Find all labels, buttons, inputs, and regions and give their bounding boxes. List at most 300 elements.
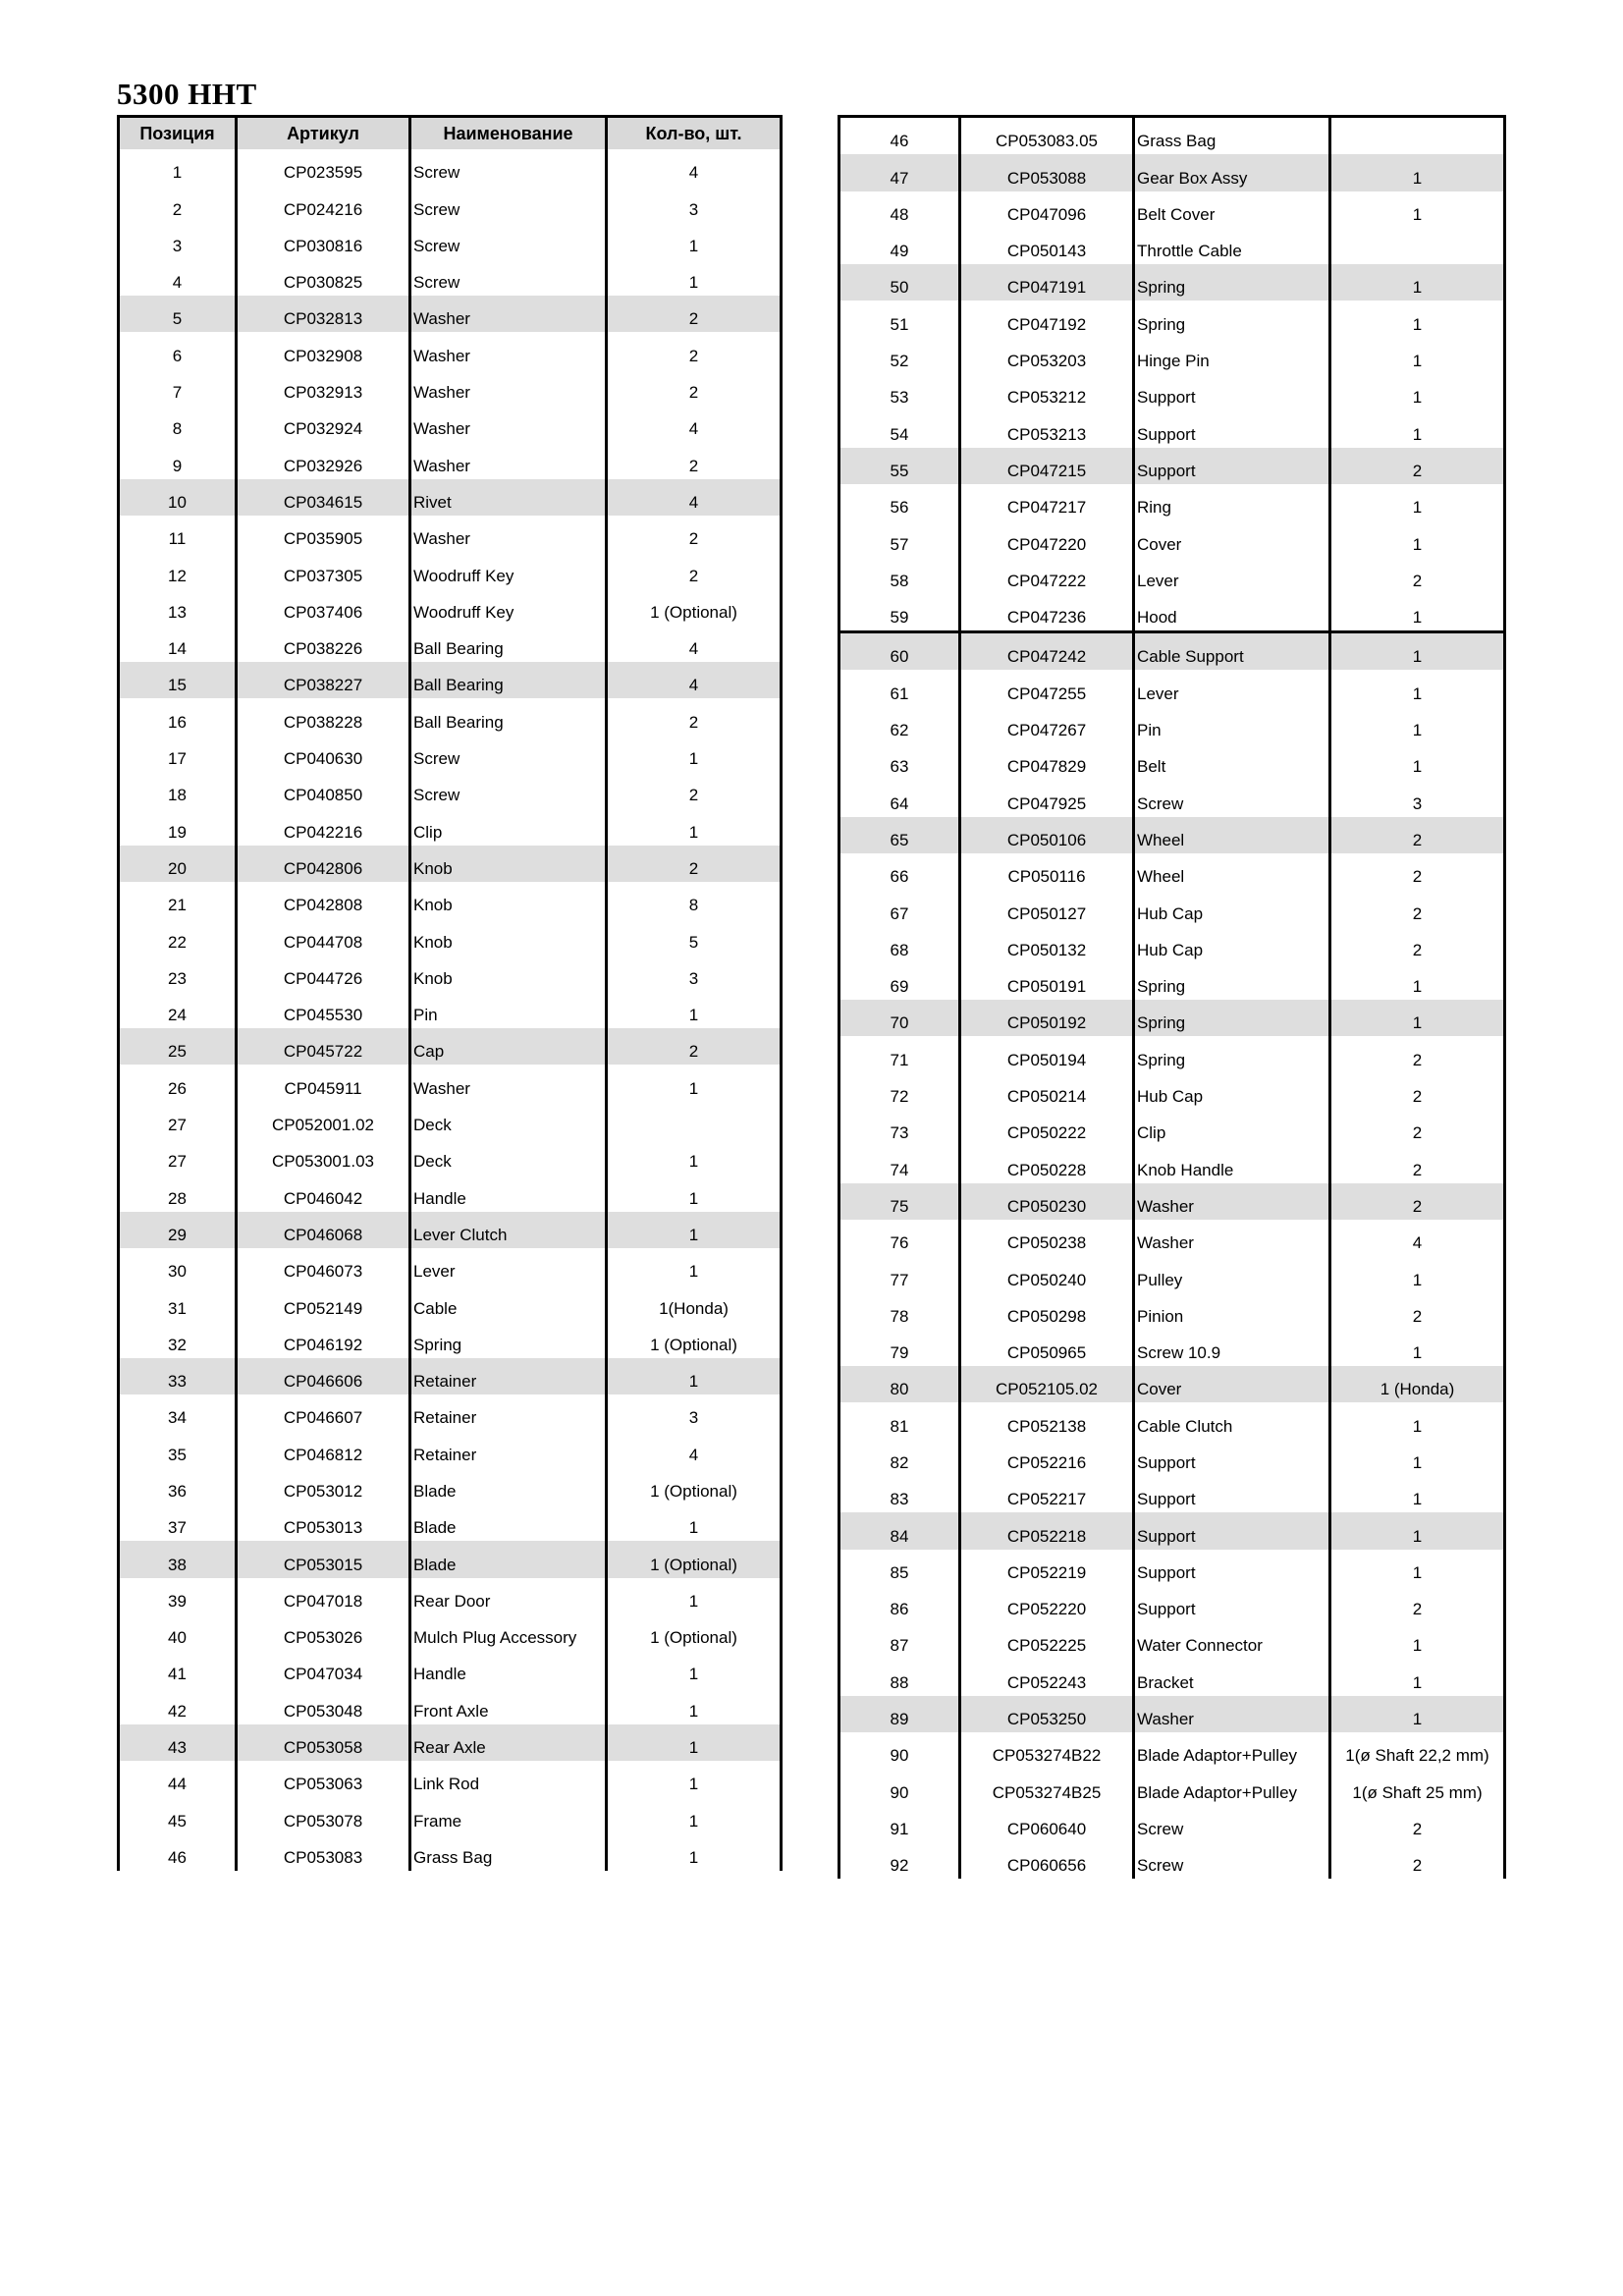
cell-name: Blade Adaptor+Pulley [1134,1769,1330,1805]
cell-qty: 1 [607,1504,782,1541]
cell-article: CP047925 [960,780,1134,816]
table-row [839,743,1505,780]
page-title: 5300 HHT [117,77,257,111]
cell-qty: 1 [607,223,782,259]
cell-article: CP050132 [960,927,1134,963]
cell-name: Hub Cap [1134,927,1330,963]
cell-position: 34 [119,1394,237,1431]
cell-name: Frame [410,1797,607,1833]
cell-name: Rear Axle [410,1724,607,1761]
table-row [119,808,782,845]
table-row [839,558,1505,594]
cell-position: 11 [119,516,237,552]
cell-qty: 1 [607,1212,782,1248]
cell-qty [1330,117,1505,155]
table-row [839,1586,1505,1622]
cell-qty: 1 [1330,1402,1505,1439]
cell-article: CP053078 [237,1797,410,1833]
cell-name: Screw [410,186,607,222]
cell-article: CP050192 [960,1000,1134,1036]
cell-name: Handle [410,1175,607,1211]
cell-article: CP053088 [960,154,1134,191]
table-row [839,670,1505,706]
cell-article: CP037305 [237,552,410,588]
cell-article: CP040630 [237,736,410,772]
table-row [119,479,782,516]
cell-position: 60 [839,632,960,671]
cell-article: CP046812 [237,1431,410,1467]
cell-qty: 1 [1330,191,1505,228]
cell-article: CP042808 [237,882,410,918]
cell-name: Hinge Pin [1134,338,1330,374]
cell-position: 18 [119,772,237,808]
table-row [839,1659,1505,1695]
cell-position: 39 [119,1578,237,1614]
cell-article: CP047220 [960,520,1134,557]
table-row [119,223,782,259]
cell-name: Deck [410,1138,607,1175]
cell-position: 30 [119,1248,237,1285]
cell-name: Pin [1134,707,1330,743]
cell-qty: 1 [1330,264,1505,301]
cell-name: Washer [410,516,607,552]
cell-position: 19 [119,808,237,845]
cell-name: Cable [410,1285,607,1321]
cell-article: CP038227 [237,662,410,698]
cell-article: CP047242 [960,632,1134,671]
table-row [839,1073,1505,1110]
cell-qty: 2 [1330,1842,1505,1879]
cell-name: Washer [1134,1220,1330,1256]
table-row [839,1806,1505,1842]
table-row [119,259,782,296]
cell-name: Woodruff Key [410,552,607,588]
cell-article: CP060656 [960,1842,1134,1879]
cell-article: CP046073 [237,1248,410,1285]
cell-name: Washer [410,406,607,442]
cell-name: Front Axle [410,1687,607,1723]
cell-position: 48 [839,191,960,228]
cell-article: CP050127 [960,890,1134,926]
cell-name: Screw [410,772,607,808]
cell-name: Knob Handle [1134,1146,1330,1182]
cell-name: Cable Clutch [1134,1402,1330,1439]
cell-position: 38 [119,1541,237,1577]
cell-name: Bracket [1134,1659,1330,1695]
cell-qty: 2 [607,516,782,552]
cell-name: Belt Cover [1134,191,1330,228]
cell-article: CP052220 [960,1586,1134,1622]
cell-article: CP053058 [237,1724,410,1761]
cell-article: CP047829 [960,743,1134,780]
cell-position: 56 [839,484,960,520]
cell-qty: 5 [607,918,782,955]
cell-position: 79 [839,1330,960,1366]
cell-name: Washer [410,332,607,368]
cell-position: 15 [119,662,237,698]
cell-position: 51 [839,301,960,337]
cell-article: CP050240 [960,1256,1134,1292]
cell-qty: 1 [1330,301,1505,337]
table-row [119,589,782,626]
table-row [119,516,782,552]
cell-position: 25 [119,1028,237,1065]
cell-article: CP052216 [960,1440,1134,1476]
cell-name: Knob [410,882,607,918]
cell-article: CP045911 [237,1065,410,1101]
cell-article: CP044726 [237,956,410,992]
cell-qty: 1 [607,1761,782,1797]
cell-article: CP050298 [960,1293,1134,1330]
cell-qty: 1 [1330,154,1505,191]
cell-qty: 2 [1330,1036,1505,1072]
cell-article: CP032924 [237,406,410,442]
table-row [839,1696,1505,1732]
cell-position: 85 [839,1550,960,1586]
cell-name: Screw [410,736,607,772]
table-row [839,1036,1505,1072]
cell-article: CP050214 [960,1073,1134,1110]
cell-article: CP053083 [237,1834,410,1871]
cell-position: 33 [119,1358,237,1394]
table-row [839,374,1505,410]
cell-name: Woodruff Key [410,589,607,626]
cell-article: CP052149 [237,1285,410,1321]
cell-position: 47 [839,154,960,191]
cell-article: CP042806 [237,846,410,882]
table-row [119,442,782,478]
cell-qty: 1 [607,1797,782,1833]
cell-article: CP060640 [960,1806,1134,1842]
table-row [119,1578,782,1614]
table-row [119,1834,782,1871]
cell-position: 80 [839,1366,960,1402]
cell-position: 20 [119,846,237,882]
cell-article: CP052219 [960,1550,1134,1586]
cell-qty: 2 [1330,448,1505,484]
cell-name: Retainer [410,1394,607,1431]
cell-qty: 2 [1330,1183,1505,1220]
cell-qty [607,1102,782,1138]
cell-position: 63 [839,743,960,780]
table-row [839,1366,1505,1402]
cell-qty: 4 [607,626,782,662]
cell-position: 53 [839,374,960,410]
cell-name: Clip [410,808,607,845]
table-row [119,296,782,332]
cell-qty: 1 [607,1065,782,1101]
cell-name: Handle [410,1651,607,1687]
cell-article: CP053203 [960,338,1134,374]
table-row [839,707,1505,743]
table-row [119,992,782,1028]
cell-qty: 2 [1330,558,1505,594]
cell-qty: 1 [1330,670,1505,706]
cell-qty: 1(ø Shaft 25 mm) [1330,1769,1505,1805]
table-row [119,1102,782,1138]
cell-position: 7 [119,369,237,406]
cell-name: Clip [1134,1110,1330,1146]
cell-name: Screw [1134,1806,1330,1842]
cell-name: Blade [410,1504,607,1541]
cell-qty: 2 [1330,1073,1505,1110]
cell-article: CP050222 [960,1110,1134,1146]
cell-article: CP042216 [237,808,410,845]
cell-qty: 1 [607,259,782,296]
cell-qty: 1 [607,1138,782,1175]
table-row [119,1797,782,1833]
table-row [839,191,1505,228]
cell-name: Support [1134,1440,1330,1476]
table-row [119,1065,782,1101]
cell-article: CP052105.02 [960,1366,1134,1402]
cell-position: 23 [119,956,237,992]
cell-article: CP047236 [960,594,1134,632]
cell-article: CP052217 [960,1476,1134,1512]
cell-qty: 1 (Optional) [607,1468,782,1504]
header-article: Артикул [237,117,410,150]
cell-position: 75 [839,1183,960,1220]
cell-position: 10 [119,479,237,516]
cell-article: CP047018 [237,1578,410,1614]
cell-name: Washer [1134,1183,1330,1220]
cell-article: CP032926 [237,442,410,478]
cell-name: Spring [1134,963,1330,1000]
cell-article: CP032813 [237,296,410,332]
header-name: Наименование [410,117,607,150]
table-row [839,338,1505,374]
cell-position: 31 [119,1285,237,1321]
cell-name: Washer [410,369,607,406]
cell-article: CP032913 [237,369,410,406]
cell-position: 84 [839,1512,960,1549]
cell-name: Washer [1134,1696,1330,1732]
cell-article: CP053012 [237,1468,410,1504]
cell-article: CP046607 [237,1394,410,1431]
cell-qty: 2 [1330,1586,1505,1622]
cell-article: CP053274B22 [960,1732,1134,1769]
cell-name: Support [1134,1550,1330,1586]
parts-table-right-body [839,117,1505,1880]
cell-article: CP050191 [960,963,1134,1000]
cell-position: 81 [839,1402,960,1439]
cell-article: CP050228 [960,1146,1134,1182]
cell-article: CP053063 [237,1761,410,1797]
cell-name: Knob [410,956,607,992]
table-header-row [119,117,782,150]
cell-qty: 1 [1330,1256,1505,1292]
cell-qty: 1 [1330,484,1505,520]
cell-name: Deck [410,1102,607,1138]
cell-name: Grass Bag [1134,117,1330,155]
table-row [839,890,1505,926]
cell-name: Washer [410,296,607,332]
cell-qty: 1 [1330,1696,1505,1732]
cell-position: 69 [839,963,960,1000]
table-row [119,1504,782,1541]
table-row [119,626,782,662]
cell-qty: 1 [607,736,782,772]
cell-article: CP038226 [237,626,410,662]
cell-qty: 3 [607,186,782,222]
cell-article: CP046068 [237,1212,410,1248]
cell-position: 49 [839,228,960,264]
table-row [119,369,782,406]
cell-qty: 2 [607,846,782,882]
cell-position: 83 [839,1476,960,1512]
cell-name: Lever [1134,558,1330,594]
cell-name: Wheel [1134,853,1330,890]
cell-article: CP047222 [960,558,1134,594]
cell-article: CP050116 [960,853,1134,890]
table-row [839,1293,1505,1330]
cell-qty: 1 [607,1651,782,1687]
cell-position: 70 [839,1000,960,1036]
cell-qty: 1 [1330,1550,1505,1586]
cell-qty: 1 [1330,1440,1505,1476]
cell-position: 40 [119,1614,237,1651]
cell-position: 29 [119,1212,237,1248]
cell-qty: 1 [1330,374,1505,410]
table-row [119,1761,782,1797]
cell-article: CP023595 [237,149,410,186]
cell-qty: 1 [1330,743,1505,780]
cell-article: CP047215 [960,448,1134,484]
cell-qty: 1 [607,1578,782,1614]
parts-table-left [117,115,783,1871]
cell-name: Screw [410,149,607,186]
cell-qty: 2 [607,698,782,735]
cell-name: Ball Bearing [410,698,607,735]
cell-name: Rivet [410,479,607,516]
cell-qty: 1(Honda) [607,1285,782,1321]
cell-article: CP052243 [960,1659,1134,1695]
cell-qty: 1 [607,1248,782,1285]
cell-position: 17 [119,736,237,772]
cell-position: 74 [839,1146,960,1182]
cell-name: Mulch Plug Accessory [410,1614,607,1651]
cell-position: 21 [119,882,237,918]
cell-position: 71 [839,1036,960,1072]
cell-qty: 1 [1330,594,1505,632]
cell-qty: 1 [607,992,782,1028]
cell-article: CP053013 [237,1504,410,1541]
cell-qty: 3 [607,956,782,992]
table-row [839,264,1505,301]
table-row [839,117,1505,155]
cell-name: Support [1134,448,1330,484]
table-row [119,1651,782,1687]
cell-qty: 4 [607,1431,782,1467]
cell-qty: 1 [1330,338,1505,374]
cell-name: Support [1134,1586,1330,1622]
table-row [119,1212,782,1248]
cell-article: CP047217 [960,484,1134,520]
cell-name: Knob [410,846,607,882]
cell-article: CP046192 [237,1322,410,1358]
table-row [839,154,1505,191]
table-row [839,1842,1505,1879]
cell-name: Lever Clutch [410,1212,607,1248]
cell-article: CP047192 [960,301,1134,337]
cell-position: 77 [839,1256,960,1292]
cell-position: 66 [839,853,960,890]
cell-qty: 2 [1330,927,1505,963]
cell-article: CP045530 [237,992,410,1028]
parts-table-left-body [119,149,782,1871]
cell-qty: 1 (Optional) [607,1541,782,1577]
cell-name: Spring [1134,1000,1330,1036]
cell-qty: 1 [607,1358,782,1394]
cell-position: 44 [119,1761,237,1797]
cell-article: CP052225 [960,1622,1134,1659]
cell-qty: 1 [607,1175,782,1211]
cell-name: Screw [410,259,607,296]
table-row [119,698,782,735]
cell-position: 90 [839,1769,960,1805]
cell-name: Pulley [1134,1256,1330,1292]
cell-qty: 1 [1330,1476,1505,1512]
table-row [839,1512,1505,1549]
cell-article: CP053083.05 [960,117,1134,155]
table-row [119,772,782,808]
cell-position: 12 [119,552,237,588]
cell-qty: 1 [1330,632,1505,671]
table-row [839,484,1505,520]
cell-article: CP044708 [237,918,410,955]
cell-position: 57 [839,520,960,557]
table-row [839,594,1505,632]
cell-position: 91 [839,1806,960,1842]
cell-article: CP030825 [237,259,410,296]
table-row [119,1687,782,1723]
table-row [119,332,782,368]
cell-name: Throttle Cable [1134,228,1330,264]
cell-qty: 2 [1330,1806,1505,1842]
table-row [119,882,782,918]
table-row [839,1183,1505,1220]
cell-qty: 1 (Optional) [607,589,782,626]
cell-article: CP046042 [237,1175,410,1211]
cell-name: Wheel [1134,817,1330,853]
cell-qty: 4 [607,662,782,698]
cell-qty: 2 [1330,853,1505,890]
cell-position: 65 [839,817,960,853]
cell-article: CP045722 [237,1028,410,1065]
cell-name: Cable Support [1134,632,1330,671]
cell-article: CP032908 [237,332,410,368]
cell-qty: 2 [607,552,782,588]
table-row [839,448,1505,484]
cell-position: 89 [839,1696,960,1732]
cell-qty: 2 [607,369,782,406]
cell-article: CP034615 [237,479,410,516]
cell-article: CP050230 [960,1183,1134,1220]
table-row [119,1248,782,1285]
cell-qty: 1 [1330,707,1505,743]
cell-name: Hub Cap [1134,1073,1330,1110]
cell-position: 13 [119,589,237,626]
cell-name: Cover [1134,520,1330,557]
cell-position: 82 [839,1440,960,1476]
cell-qty: 4 [607,479,782,516]
table-row [839,817,1505,853]
cell-qty: 2 [1330,890,1505,926]
cell-name: Hub Cap [1134,890,1330,926]
table-row [119,1175,782,1211]
cell-qty: 1 [1330,1622,1505,1659]
cell-name: Ring [1134,484,1330,520]
